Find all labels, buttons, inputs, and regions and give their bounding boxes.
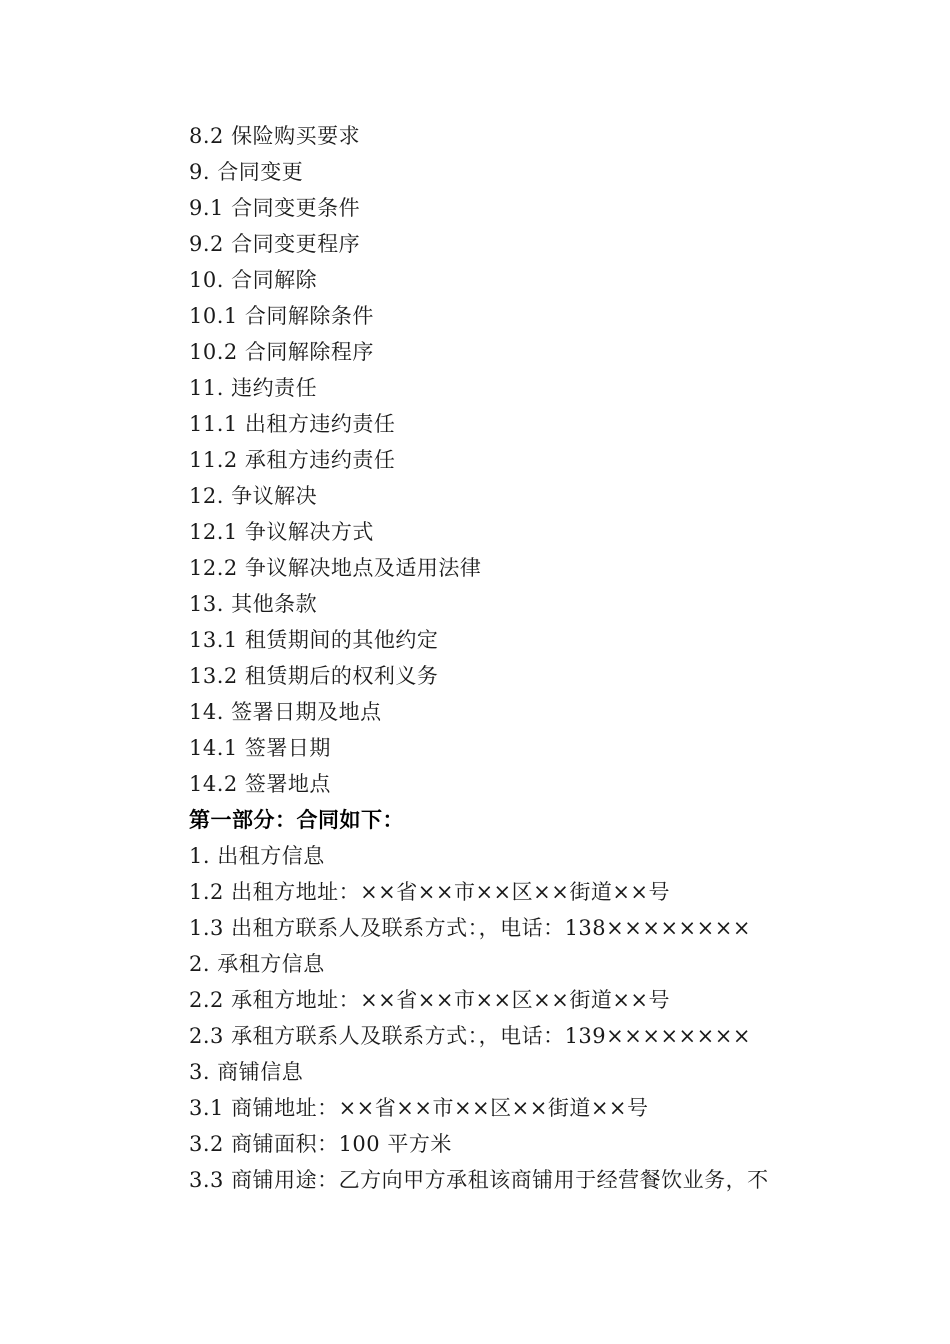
document-line: 11. 违约责任 bbox=[189, 376, 318, 400]
document-line: 9.1 合同变更条件 bbox=[189, 196, 361, 220]
document-line: 1.3 出租方联系人及联系方式：，电话：138×××××××× bbox=[189, 916, 751, 940]
document-line: 13. 其他条款 bbox=[189, 592, 318, 616]
document-line: 9. 合同变更 bbox=[189, 160, 304, 184]
document-line: 10.2 合同解除程序 bbox=[189, 340, 374, 364]
document-line: 14.2 签署地点 bbox=[189, 772, 331, 796]
document-line: 11.2 承租方违约责任 bbox=[189, 448, 396, 472]
document-line: 10.1 合同解除条件 bbox=[189, 304, 374, 328]
document-line: 3. 商铺信息 bbox=[189, 1060, 304, 1084]
document-line: 9.2 合同变更程序 bbox=[189, 232, 361, 256]
document-line: 8.2 保险购买要求 bbox=[189, 124, 361, 148]
document-line: 10. 合同解除 bbox=[189, 268, 318, 292]
document-line: 12.2 争议解决地点及适用法律 bbox=[189, 556, 482, 580]
document-line: 13.1 租赁期间的其他约定 bbox=[189, 628, 439, 652]
document-line: 1.2 出租方地址：××省××市××区××街道××号 bbox=[189, 880, 671, 904]
document-line: 2.2 承租方地址：××省××市××区××街道××号 bbox=[189, 988, 671, 1012]
document-line: 2. 承租方信息 bbox=[189, 952, 325, 976]
document-line: 3.1 商铺地址：××省××市××区××街道××号 bbox=[189, 1096, 649, 1120]
document-line: 11.1 出租方违约责任 bbox=[189, 412, 396, 436]
document-line: 12. 争议解决 bbox=[189, 484, 318, 508]
document-line: 12.1 争议解决方式 bbox=[189, 520, 374, 544]
document-line: 3.2 商铺面积：100 平方米 bbox=[189, 1132, 452, 1156]
document-line: 14.1 签署日期 bbox=[189, 736, 331, 760]
section-heading: 第一部分：合同如下： bbox=[189, 808, 404, 832]
document-body bbox=[189, 118, 829, 1198]
document-line: 14. 签署日期及地点 bbox=[189, 700, 382, 724]
document-line: 2.3 承租方联系人及联系方式：，电话：139×××××××× bbox=[189, 1024, 751, 1048]
document-line: 13.2 租赁期后的权利义务 bbox=[189, 664, 439, 688]
document-line: 3.3 商铺用途：乙方向甲方承租该商铺用于经营餐饮业务，不 bbox=[189, 1168, 769, 1192]
document-line: 1. 出租方信息 bbox=[189, 844, 325, 868]
